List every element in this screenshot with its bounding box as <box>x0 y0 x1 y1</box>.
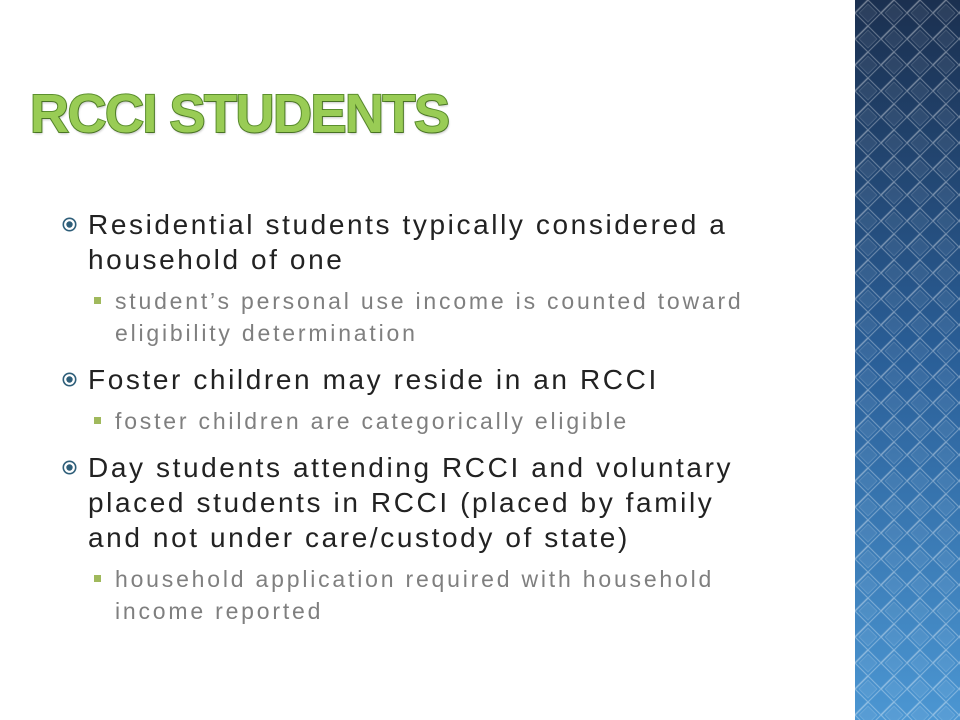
bullet-item <box>0 450 840 555</box>
target-bullet-icon <box>62 372 77 387</box>
bullet-3-text: Day students attending RCCI and voluntary placed students in RCCI (placed by family and not under care/custody of state) <box>88 452 734 553</box>
sub-bullet-1-text: student’s personal use income is counted toward eligibility determination <box>115 288 744 346</box>
decorative-side-panel <box>855 0 960 720</box>
target-bullet-icon <box>62 217 77 232</box>
square-bullet-icon <box>94 417 101 424</box>
sub-bullet-item <box>0 285 840 349</box>
diamond-pattern <box>855 0 960 720</box>
target-bullet-dot <box>66 221 72 227</box>
bullet-item <box>0 207 840 277</box>
slide-title: RCCI STUDENTS <box>30 84 449 144</box>
target-bullet-icon <box>62 460 77 475</box>
square-bullet-icon <box>94 297 101 304</box>
sub-bullet-2-text: foster children are categorically eligible <box>115 408 629 434</box>
square-bullet-icon <box>94 575 101 582</box>
target-bullet-dot <box>66 464 72 470</box>
sub-bullet-item <box>0 563 840 627</box>
bullet-item <box>0 362 840 397</box>
bullet-2-text: Foster children may reside in an RCCI <box>88 364 659 395</box>
sub-bullet-3-text: household application required with household income reported <box>115 566 715 624</box>
bullet-list <box>0 207 840 627</box>
sub-bullet-item <box>0 405 840 437</box>
target-bullet-dot <box>66 376 72 382</box>
bullet-1-text: Residential students typically considered a household of one <box>88 209 728 275</box>
